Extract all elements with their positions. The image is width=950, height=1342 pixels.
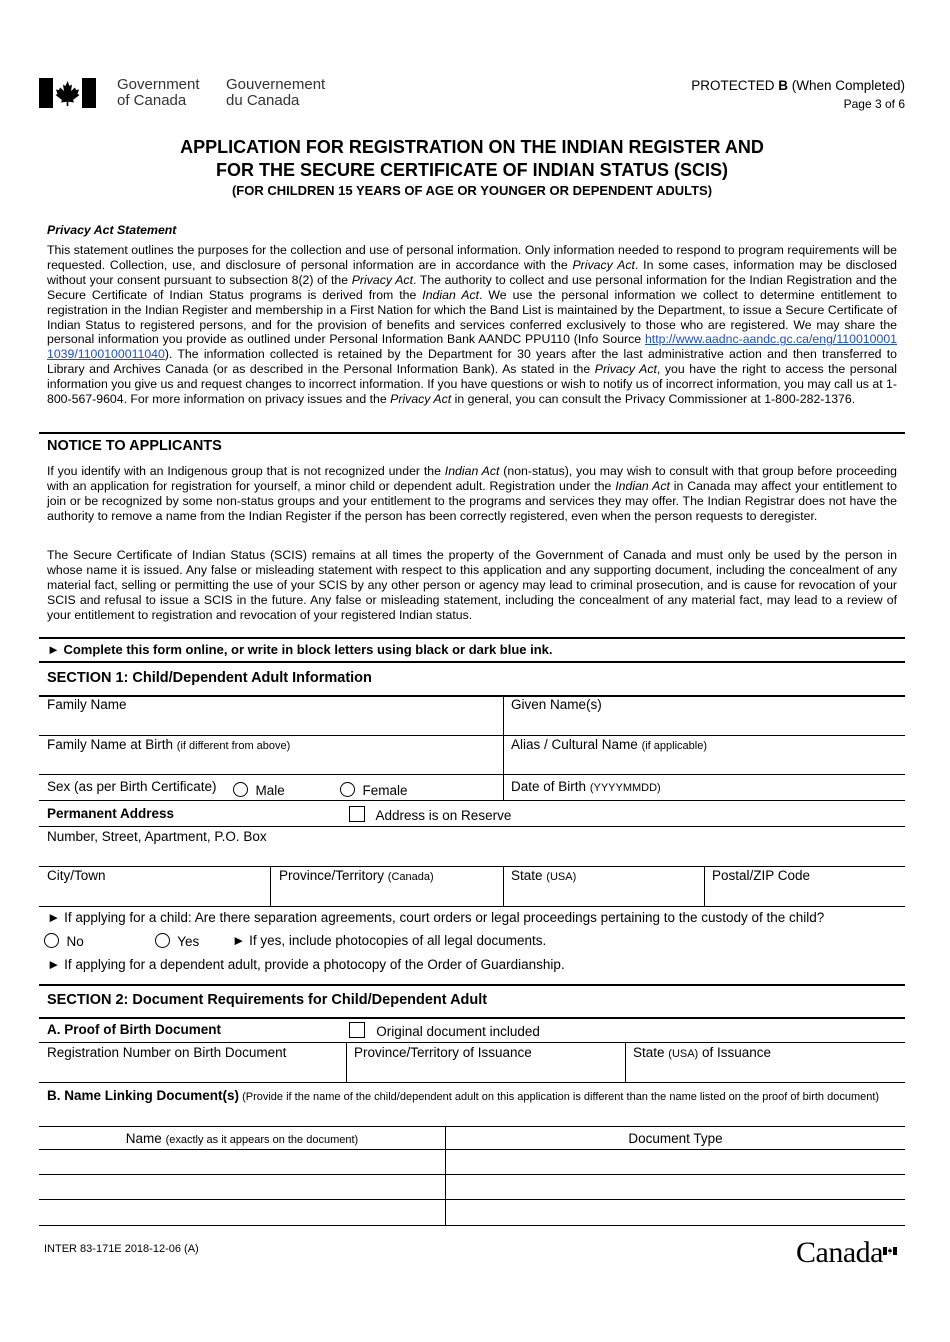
alias-note: (if applicable) — [641, 740, 707, 752]
province-label — [279, 868, 434, 885]
divider — [39, 800, 905, 801]
custody-yes-label: Yes — [177, 934, 200, 949]
protected-label — [691, 78, 905, 93]
custody-no-label: No — [66, 934, 84, 949]
privacy-statement — [47, 243, 897, 407]
col-name-text: Name — [125, 1131, 162, 1146]
notice-indian-act-ref-2: Indian Act — [615, 478, 670, 493]
divider — [39, 774, 905, 775]
divider — [39, 661, 905, 663]
custody-no-option[interactable] — [44, 933, 84, 950]
custody-question: ► If applying for a child: Are there separation agreements, court orders or legal proceedings pertaining to the custody of the child? — [47, 910, 825, 925]
maple-leaf-icon — [39, 78, 96, 108]
page-number: Page 3 of 6 — [843, 97, 905, 111]
privacy-text-3: . The authority to collect and use personal information for the Indian Registration and the Secure Certificate of Indian Status programs is derived from the — [47, 272, 897, 302]
privacy-text-6: , you have the right to access the personal information you give us and request changes to incorrect information. If you have questions or wish to notify us of incorrect information, you may call us at 1-800-567-9604. For more information on privacy issues and the — [47, 362, 897, 407]
reg-number-label: Registration Number on Birth Document — [47, 1045, 287, 1060]
sex-female-option[interactable] — [340, 782, 408, 799]
city-label: City/Town — [47, 868, 106, 883]
on-reserve-label: Address is on Reserve — [375, 808, 512, 823]
state-issuance-text-a: State — [633, 1045, 669, 1060]
col-name-header — [39, 1131, 445, 1148]
divider — [39, 1017, 905, 1019]
family-name-birth-text: Family Name at Birth — [47, 737, 174, 752]
privacy-act-ref-4: Privacy Act — [390, 392, 452, 407]
name-linking-title: B. Name Linking Document(s) — [47, 1088, 240, 1103]
alias-text: Alias / Cultural Name — [511, 737, 638, 752]
ink-instruction: ► Complete this form online, or write in block letters using black or dark blue ink. — [47, 642, 553, 657]
notice-paragraph-1 — [47, 464, 897, 524]
privacy-text-2: . In some cases, information may be disclosed without your consent pursuant to subsection 8(2) of the — [47, 257, 897, 287]
section1-heading: SECTION 1: Child/Dependent Adult Information — [47, 670, 372, 686]
guardianship-note: ► If applying for a dependent adult, provide a photocopy of the Order of Guardianship. — [47, 957, 565, 972]
canada-wordmark-text: Canada — [796, 1236, 883, 1269]
divider — [39, 637, 905, 639]
divider — [39, 866, 905, 867]
notice-indian-act-ref-1: Indian Act — [444, 464, 500, 478]
state-issuance-usa: (USA) — [668, 1048, 699, 1060]
protected-level: B — [778, 78, 788, 93]
custody-yes-option[interactable] — [155, 933, 199, 950]
divider — [39, 984, 905, 986]
male-radio[interactable] — [233, 782, 248, 797]
dob-note: (YYYYMMDD) — [589, 782, 661, 794]
family-name-birth-note: (if different from above) — [176, 740, 291, 752]
state-issuance-text-b: of Issuance — [698, 1045, 772, 1060]
table-row — [39, 1225, 905, 1226]
section2-heading: SECTION 2: Document Requirements for Child/Dependent Adult — [47, 992, 488, 1008]
privacy-act-ref-2: Privacy Act — [351, 272, 413, 287]
given-names-label: Given Name(s) — [511, 697, 602, 712]
gov-name-en — [117, 77, 200, 109]
privacy-text-7: in general, you can consult the Privacy Commissioner at 1-800-282-1376. — [451, 392, 856, 407]
privacy-text-5: ). The information collected is retained by the Department for 30 years after the last administrative action and then transferred to Library and Archives Canada (or as described in the Personal Information Bank). As stated in the — [47, 347, 897, 377]
info-source-link[interactable]: http://www.aadnc-aandc.gc.ca/eng/1100100011039/1100100011040 — [47, 332, 897, 362]
original-doc-label: Original document included — [376, 1024, 540, 1039]
gov-name-en-line2: of Canada — [117, 92, 187, 109]
permanent-address-label: Permanent Address — [47, 806, 175, 821]
province-note: (Canada) — [387, 871, 434, 883]
table-row — [39, 1174, 905, 1175]
gov-name-en-line1: Government — [117, 76, 200, 93]
divider — [704, 866, 705, 906]
col-name-note: (exactly as it appears on the document) — [165, 1134, 359, 1146]
divider — [39, 906, 905, 907]
notice-text-1b: (non-status), you may wish to consult with that group before proceeding with an application for registration for yourself, a minor child or dependent adult. Registration under the — [47, 464, 898, 493]
dob-label — [511, 779, 661, 796]
divider — [39, 735, 905, 736]
name-linking-label — [47, 1088, 897, 1105]
divider — [503, 697, 504, 801]
divider — [39, 1126, 905, 1127]
divider — [346, 1042, 347, 1082]
state-text: State — [511, 868, 543, 883]
notice-paragraph-2: The Secure Certificate of Indian Status (SCIS) remains at all times the property of the Government of Canada and must only be used by the person in whose name it is issued. Any false or misleading statement with respect to this application and any supporting document, including the concealment of any material fact, selling or permitting the use of your SCIS by any other person or agency may lead to criminal prosecution, and is cause for revocation of your SCIS and refusal to issue a SCIS in the future. Any false or misleading statement, including the concealment of any material fact, may lead to a review of your entitlement to registration and revocation of your registered Indian status. — [47, 548, 897, 622]
state-label — [511, 868, 576, 885]
form-subtitle: (FOR CHILDREN 15 YEARS OF AGE OR YOUNGER OR DEPENDENT ADULTS) — [231, 183, 713, 198]
privacy-act-ref-1: Privacy Act — [572, 257, 635, 272]
family-name-label: Family Name — [47, 697, 127, 712]
photocopies-note: ► If yes, include photocopies of all legal documents. — [232, 933, 547, 948]
state-issuance-label — [633, 1045, 771, 1062]
privacy-text-4: . We use the personal information we collect to determine entitlement to registration in the Indian Register and membership in a First Nation for which the Band List is maintained by the Department, to issue a Secure Certificate of Indian Status to registered persons, and for the provision of benefits and services conferred exclusively to those who are registered. We may share the personal information you provide as outlined under Personal Information Bank AANDC PPU110 (Info Source — [47, 287, 897, 347]
sex-male-option[interactable] — [233, 782, 285, 799]
custody-no-radio[interactable] — [44, 933, 59, 948]
form-title — [0, 136, 944, 182]
divider — [625, 1042, 626, 1082]
protected-prefix: PROTECTED — [691, 78, 779, 93]
sex-label: Sex (as per Birth Certificate) — [47, 779, 217, 794]
form-title-line1: APPLICATION FOR REGISTRATION ON THE INDIAN REGISTER AND — [180, 137, 764, 157]
form-id: INTER 83-171E 2018-12-06 (A) — [44, 1243, 199, 1255]
province-text: Province/Territory — [279, 868, 385, 883]
postal-label: Postal/ZIP Code — [712, 868, 811, 883]
divider — [39, 695, 905, 697]
wordmark-flag-icon — [883, 1242, 897, 1250]
protected-suffix: (When Completed) — [787, 78, 905, 93]
privacy-act-ref-3: Privacy Act — [594, 362, 657, 377]
notice-heading: NOTICE TO APPLICANTS — [47, 438, 222, 454]
original-doc-option[interactable] — [349, 1022, 540, 1040]
notice-text-1c: in Canada may affect your entitlement to join or be recognized by some non-status groups and your entitlement to the programs and services they may offer. The Indian Registrar does not have the authority to remove a name from the Indian Register if the person has been correctly registered, even when the person requests to deregister. — [47, 478, 897, 523]
table-row — [39, 1199, 905, 1200]
male-label: Male — [255, 783, 285, 798]
divider — [270, 866, 271, 906]
form-title-line2: FOR THE SECURE CERTIFICATE OF INDIAN STATUS (SCIS) — [216, 160, 728, 180]
col-doc-type-header: Document Type — [628, 1131, 723, 1146]
gov-flag-logo — [39, 78, 96, 108]
name-linking-note: (Provide if the name of the child/dependent adult on this application is different than the name listed on the proof of birth document) — [239, 1091, 880, 1103]
notice-text-1a: If you identify with an Indigenous group that is not recognized under the — [47, 464, 445, 478]
gov-name-fr — [226, 77, 325, 109]
custody-yes-radio[interactable] — [155, 933, 170, 948]
female-radio[interactable] — [340, 782, 355, 797]
canada-wordmark — [796, 1236, 883, 1270]
on-reserve-option[interactable] — [349, 806, 511, 824]
privacy-text-1: This statement outlines the purposes for the collection and use of personal information. Only information needed to respond to program requirements will be requested. Collection, use, and disclosure of personal information are in accordance with the — [47, 243, 897, 272]
indian-act-ref: Indian Act — [422, 287, 480, 302]
divider — [445, 1126, 446, 1225]
prov-issuance-label: Province/Territory of Issuance — [354, 1045, 532, 1060]
proof-of-birth-label: A. Proof of Birth Document — [47, 1022, 221, 1037]
alias-label — [511, 737, 707, 754]
divider — [39, 826, 905, 827]
divider — [39, 432, 905, 434]
family-name-birth-label — [47, 737, 290, 754]
privacy-heading: Privacy Act Statement — [47, 223, 177, 237]
divider — [39, 1149, 905, 1150]
female-label: Female — [362, 783, 408, 798]
dob-text: Date of Birth — [511, 779, 587, 794]
street-label: Number, Street, Apartment, P.O. Box — [47, 829, 267, 844]
original-doc-checkbox[interactable] — [349, 1022, 365, 1038]
divider — [39, 1082, 905, 1083]
gov-name-fr-line1: Gouvernement — [226, 76, 326, 93]
gov-name-fr-line2: du Canada — [226, 92, 300, 109]
on-reserve-checkbox[interactable] — [349, 806, 365, 822]
state-note: (USA) — [546, 871, 577, 883]
divider — [39, 1042, 905, 1043]
mini-flag-icon — [883, 1247, 897, 1255]
divider — [503, 866, 504, 906]
